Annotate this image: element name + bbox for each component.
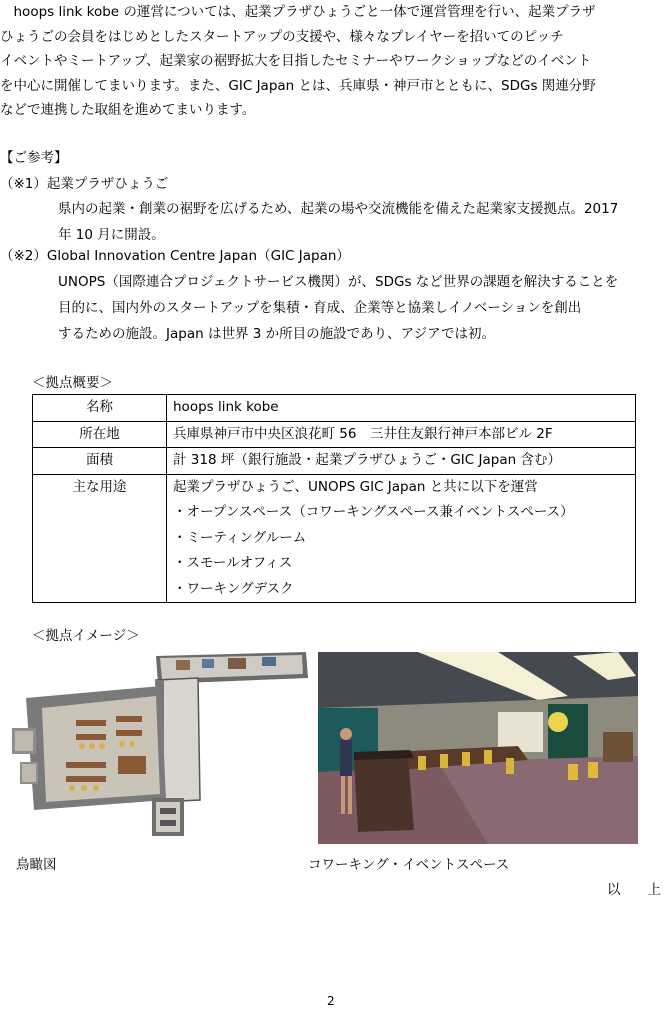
birds-eye-view-image: [6, 650, 308, 840]
page-number: 2: [327, 994, 335, 1008]
overview-label: ＜拠点概要＞: [32, 375, 113, 391]
intro-line: hoops link kobe の運営については、起業プラザひょうごと一体で運営管理を行い、起業プラザ: [0, 4, 596, 20]
table-key: 所在地: [33, 421, 167, 448]
caption-birds-eye: 鳥瞰図: [16, 857, 57, 873]
table-key: 名称: [33, 395, 167, 422]
coworking-space-image: [318, 652, 638, 844]
table-value: 兵庫県神戸市中央区浪花町 56 三井住友銀行神戸本部ビル 2F: [167, 421, 636, 448]
table-row: [33, 474, 636, 603]
note2-line: 目的に、国内外のスタートアップを集積・育成、企業等と協業しイノベーションを創出: [58, 300, 582, 316]
table-value: hoops link kobe: [167, 395, 636, 422]
note1-line: 県内の起業・創業の裾野を広げるため、起業の場や交流機能を備えた起業家支援拠点。2017: [58, 201, 619, 217]
table-key: 面積: [33, 448, 167, 475]
note2-line: UNOPS（国際連合プロジェクトサービス機関）が、SDGs など世界の課題を解決することを: [58, 274, 619, 290]
note2-line: するための施設。Japan は世界 3 か所目の施設であり、アジアでは初。: [58, 326, 495, 342]
intro-paragraph: [0, 0, 667, 123]
note1-body: [58, 196, 618, 248]
images-label: ＜拠点イメージ＞: [32, 628, 140, 644]
table-value: 計 318 坪（銀行施設・起業プラザひょうご・GIC Japan 含む）: [167, 448, 636, 475]
note1-line: 年 10 月に開設。: [58, 227, 165, 243]
closing-mark: 以 上: [607, 882, 661, 898]
intro-line: などで連携した取組を進めてまいります。: [0, 102, 256, 118]
notes-title: 【ご参考】: [0, 150, 68, 166]
intro-line: ひょうごの会員をはじめとしたスタートアップの支援や、様々なプレイヤーを招いてのピッチ: [0, 28, 564, 45]
overview-table: [32, 394, 636, 603]
table-value: 起業プラザひょうご、UNOPS GIC Japan と共に以下を運営 ・オープンスペース（コワーキングスペース兼イベントスペース） ・ミーティングルーム ・スモールオフィス ・ワーキングデスク: [167, 474, 636, 603]
intro-line: を中心に開催してまいります。また、GIC Japan とは、兵庫県・神戸市とともに、SDGs 関連分野: [0, 77, 596, 94]
note1-heading: （※1）起業プラザひょうご: [0, 176, 169, 192]
intro-line: イベントやミートアップ、起業家の裾野拡大を目指したセミナーやワークショップなどのイベント: [0, 53, 592, 69]
note2-heading: （※2）Global Innovation Centre Japan（GIC Japan）: [0, 248, 350, 264]
table-row: [33, 395, 636, 422]
table-key: 主な用途: [33, 474, 167, 603]
note2-body: [58, 269, 618, 347]
table-row: [33, 421, 636, 448]
caption-coworking: コワーキング・イベントスペース: [308, 857, 510, 873]
table-row: [33, 448, 636, 475]
